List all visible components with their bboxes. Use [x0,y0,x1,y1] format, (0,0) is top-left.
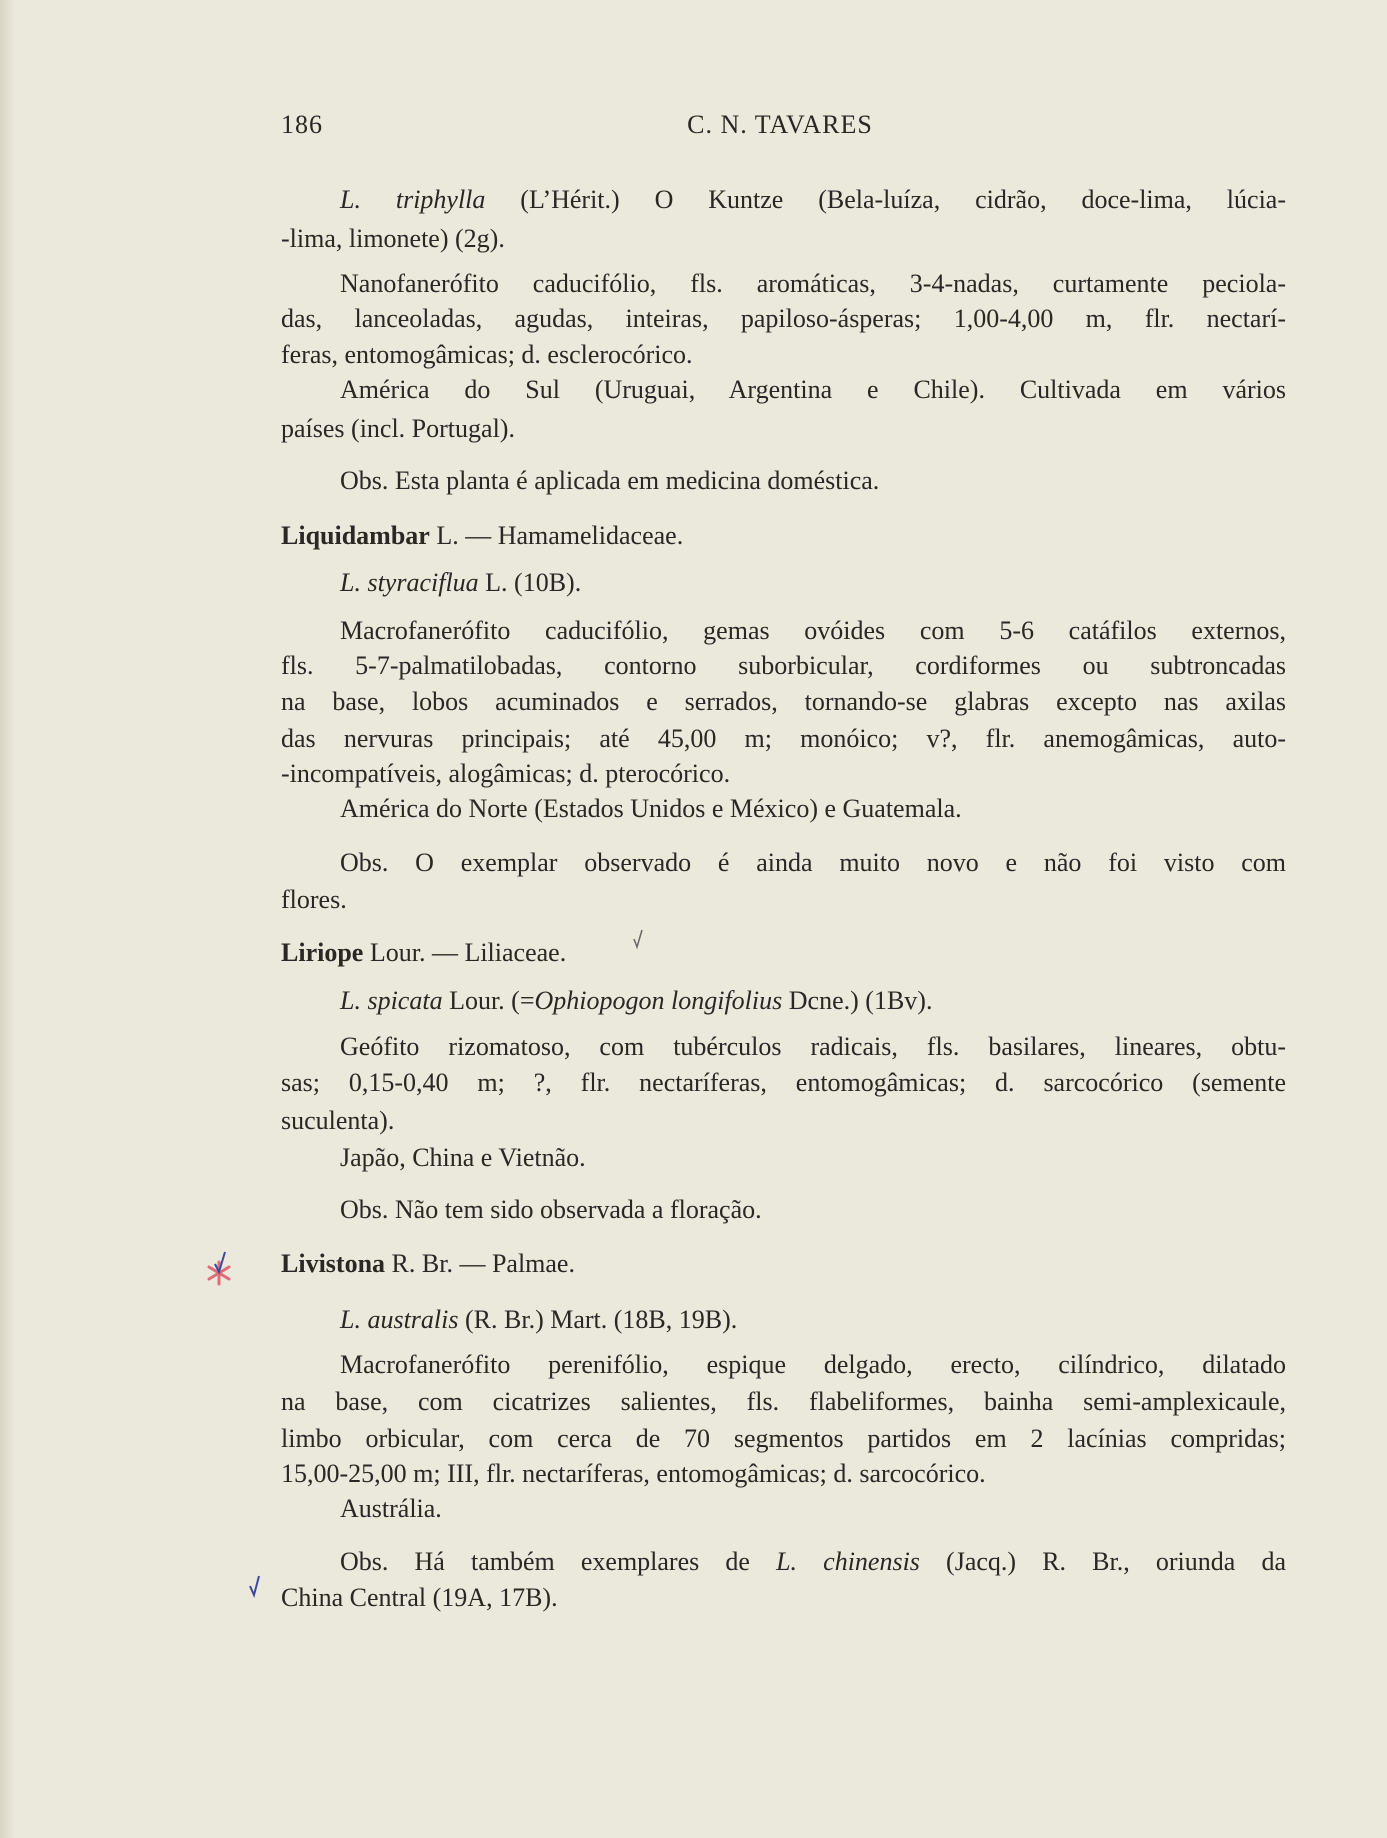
text-line [340,1141,1286,1175]
text-span: (R. Br.) Mart. (18B, 19B). [458,1305,738,1334]
text-span: L. — Hamamelidaceae. [429,521,684,550]
text-line [340,614,1286,648]
text-span: sas; 0,15-0,40 m; ?, flr. nectaríferas, entomogâmicas; d. sarcocórico (semente [281,1068,1286,1097]
text-line [281,222,1286,256]
species-name: L. styraciflua [340,568,479,597]
genus-heading: Liriope [281,938,364,967]
text-line [340,1030,1286,1064]
text-line [281,722,1286,756]
text-line [281,338,1286,372]
text-span: -incompatíveis, alogâmicas; d. pterocórico. [281,759,731,788]
text-line [340,1193,1286,1227]
text-span: na base, lobos acuminados e serrados, tornando-se glabras excepto nas axilas [281,687,1286,716]
text-line [281,685,1286,719]
text-line [340,792,1286,826]
text-line [281,883,1286,917]
text-line [340,1303,1286,1337]
text-span: Japão, China e Vietnão. [340,1143,586,1172]
text-span: (L’Hérit.) O Kuntze (Bela-luíza, cidrão, doce-lima, lúcia- [485,185,1286,214]
text-line [281,1385,1286,1419]
species-name: L. australis [340,1305,459,1334]
text-line [281,1104,1286,1138]
text-span: Dcne.) (1Bv). [782,986,933,1015]
text-line [281,757,1286,791]
text-span: América do Sul (Uruguai, Argentina e Chile). Cultivada em vários [340,375,1286,404]
text-line [340,183,1286,217]
blue-check-annotation-icon [212,1250,228,1276]
species-name: L. chinensis [776,1547,920,1576]
text-line [281,412,1286,446]
text-line [340,373,1286,407]
text-line [281,1247,1286,1281]
text-line [281,302,1286,336]
text-span: América do Norte (Estados Unidos e México) e Guatemala. [340,794,962,823]
text-line [340,984,1286,1018]
text-line [340,1545,1286,1579]
scan-edge-shadow [0,0,14,1838]
blue-check-annotation-icon [248,1574,262,1598]
text-span: na base, com cicatrizes salientes, fls. flabeliformes, bainha semi-amplexicaule, [281,1387,1286,1416]
genus-heading: Livistona [281,1249,386,1278]
text-span: Macrofanerófito perenifólio, espique delgado, erecto, cilíndrico, dilatado [340,1350,1286,1379]
text-line [281,1422,1286,1456]
pencil-check-annotation-icon [632,928,644,950]
text-span: flores. [281,885,347,914]
text-span: China Central (19A, 17B). [281,1583,558,1612]
text-span: Lour. — Liliaceae. [363,938,567,967]
text-span: suculenta). [281,1106,395,1135]
text-line [281,1457,1286,1491]
text-span: das, lanceoladas, agudas, inteiras, papiloso-ásperas; 1,00-4,00 m, flr. nectarí- [281,304,1286,333]
text-span: -lima, limonete) (2g). [281,224,505,253]
text-line [340,1348,1286,1382]
text-span: Obs. Há também exemplares de [340,1547,777,1576]
text-span: Obs. Não tem sido observada a floração. [340,1195,762,1224]
text-span: Obs. O exemplar observado é ainda muito novo e não foi visto com [340,848,1286,877]
species-name: L. spicata [340,986,443,1015]
genus-heading: Liquidambar [281,521,430,550]
text-span: feras, entomogâmicas; d. esclerocórico. [281,340,693,369]
text-span: Austrália. [340,1494,442,1523]
text-span: L. (10B). [478,568,582,597]
text-line [281,936,1286,970]
text-line [340,1492,1286,1526]
text-line [340,267,1286,301]
text-span: Nanofanerófito caducifólio, fls. aromáticas, 3-4-nadas, curtamente peciola- [340,269,1286,298]
text-span: Lour. (= [442,986,535,1015]
text-span: Geófito rizomatoso, com tubérculos radicais, fls. basilares, lineares, obtu- [340,1032,1286,1061]
text-line [281,1066,1286,1100]
text-line [340,566,1286,600]
text-line [281,519,1286,553]
text-line [281,649,1286,683]
text-span: Obs. Esta planta é aplicada em medicina doméstica. [340,466,880,495]
species-name: Ophiopogon longifolius [534,986,783,1015]
text-span: Macrofanerófito caducifólio, gemas ovóides com 5-6 catáfilos externos, [340,616,1286,645]
page-number: 186 [281,110,323,139]
text-line [281,1581,1286,1615]
text-span: R. Br. — Palmae. [385,1249,575,1278]
text-line [340,846,1286,880]
text-span: fls. 5-7-palmatilobadas, contorno suborbicular, cordiformes ou subtroncadas [281,651,1286,680]
text-line [340,464,1286,498]
text-span: limbo orbicular, com cerca de 70 segmentos partidos em 2 lacínias compridas; [281,1424,1286,1453]
species-name: L. triphylla [340,185,486,214]
text-span: países (incl. Portugal). [281,414,515,443]
text-span: (Jacq.) R. Br., oriunda da [919,1547,1286,1576]
running-head: C. N. TAVARES [687,110,873,139]
text-span: 15,00-25,00 m; III, flr. nectaríferas, entomogâmicas; d. sarcocórico. [281,1459,986,1488]
text-span: das nervuras principais; até 45,00 m; monóico; v?, flr. anemogâmicas, auto- [281,724,1286,753]
